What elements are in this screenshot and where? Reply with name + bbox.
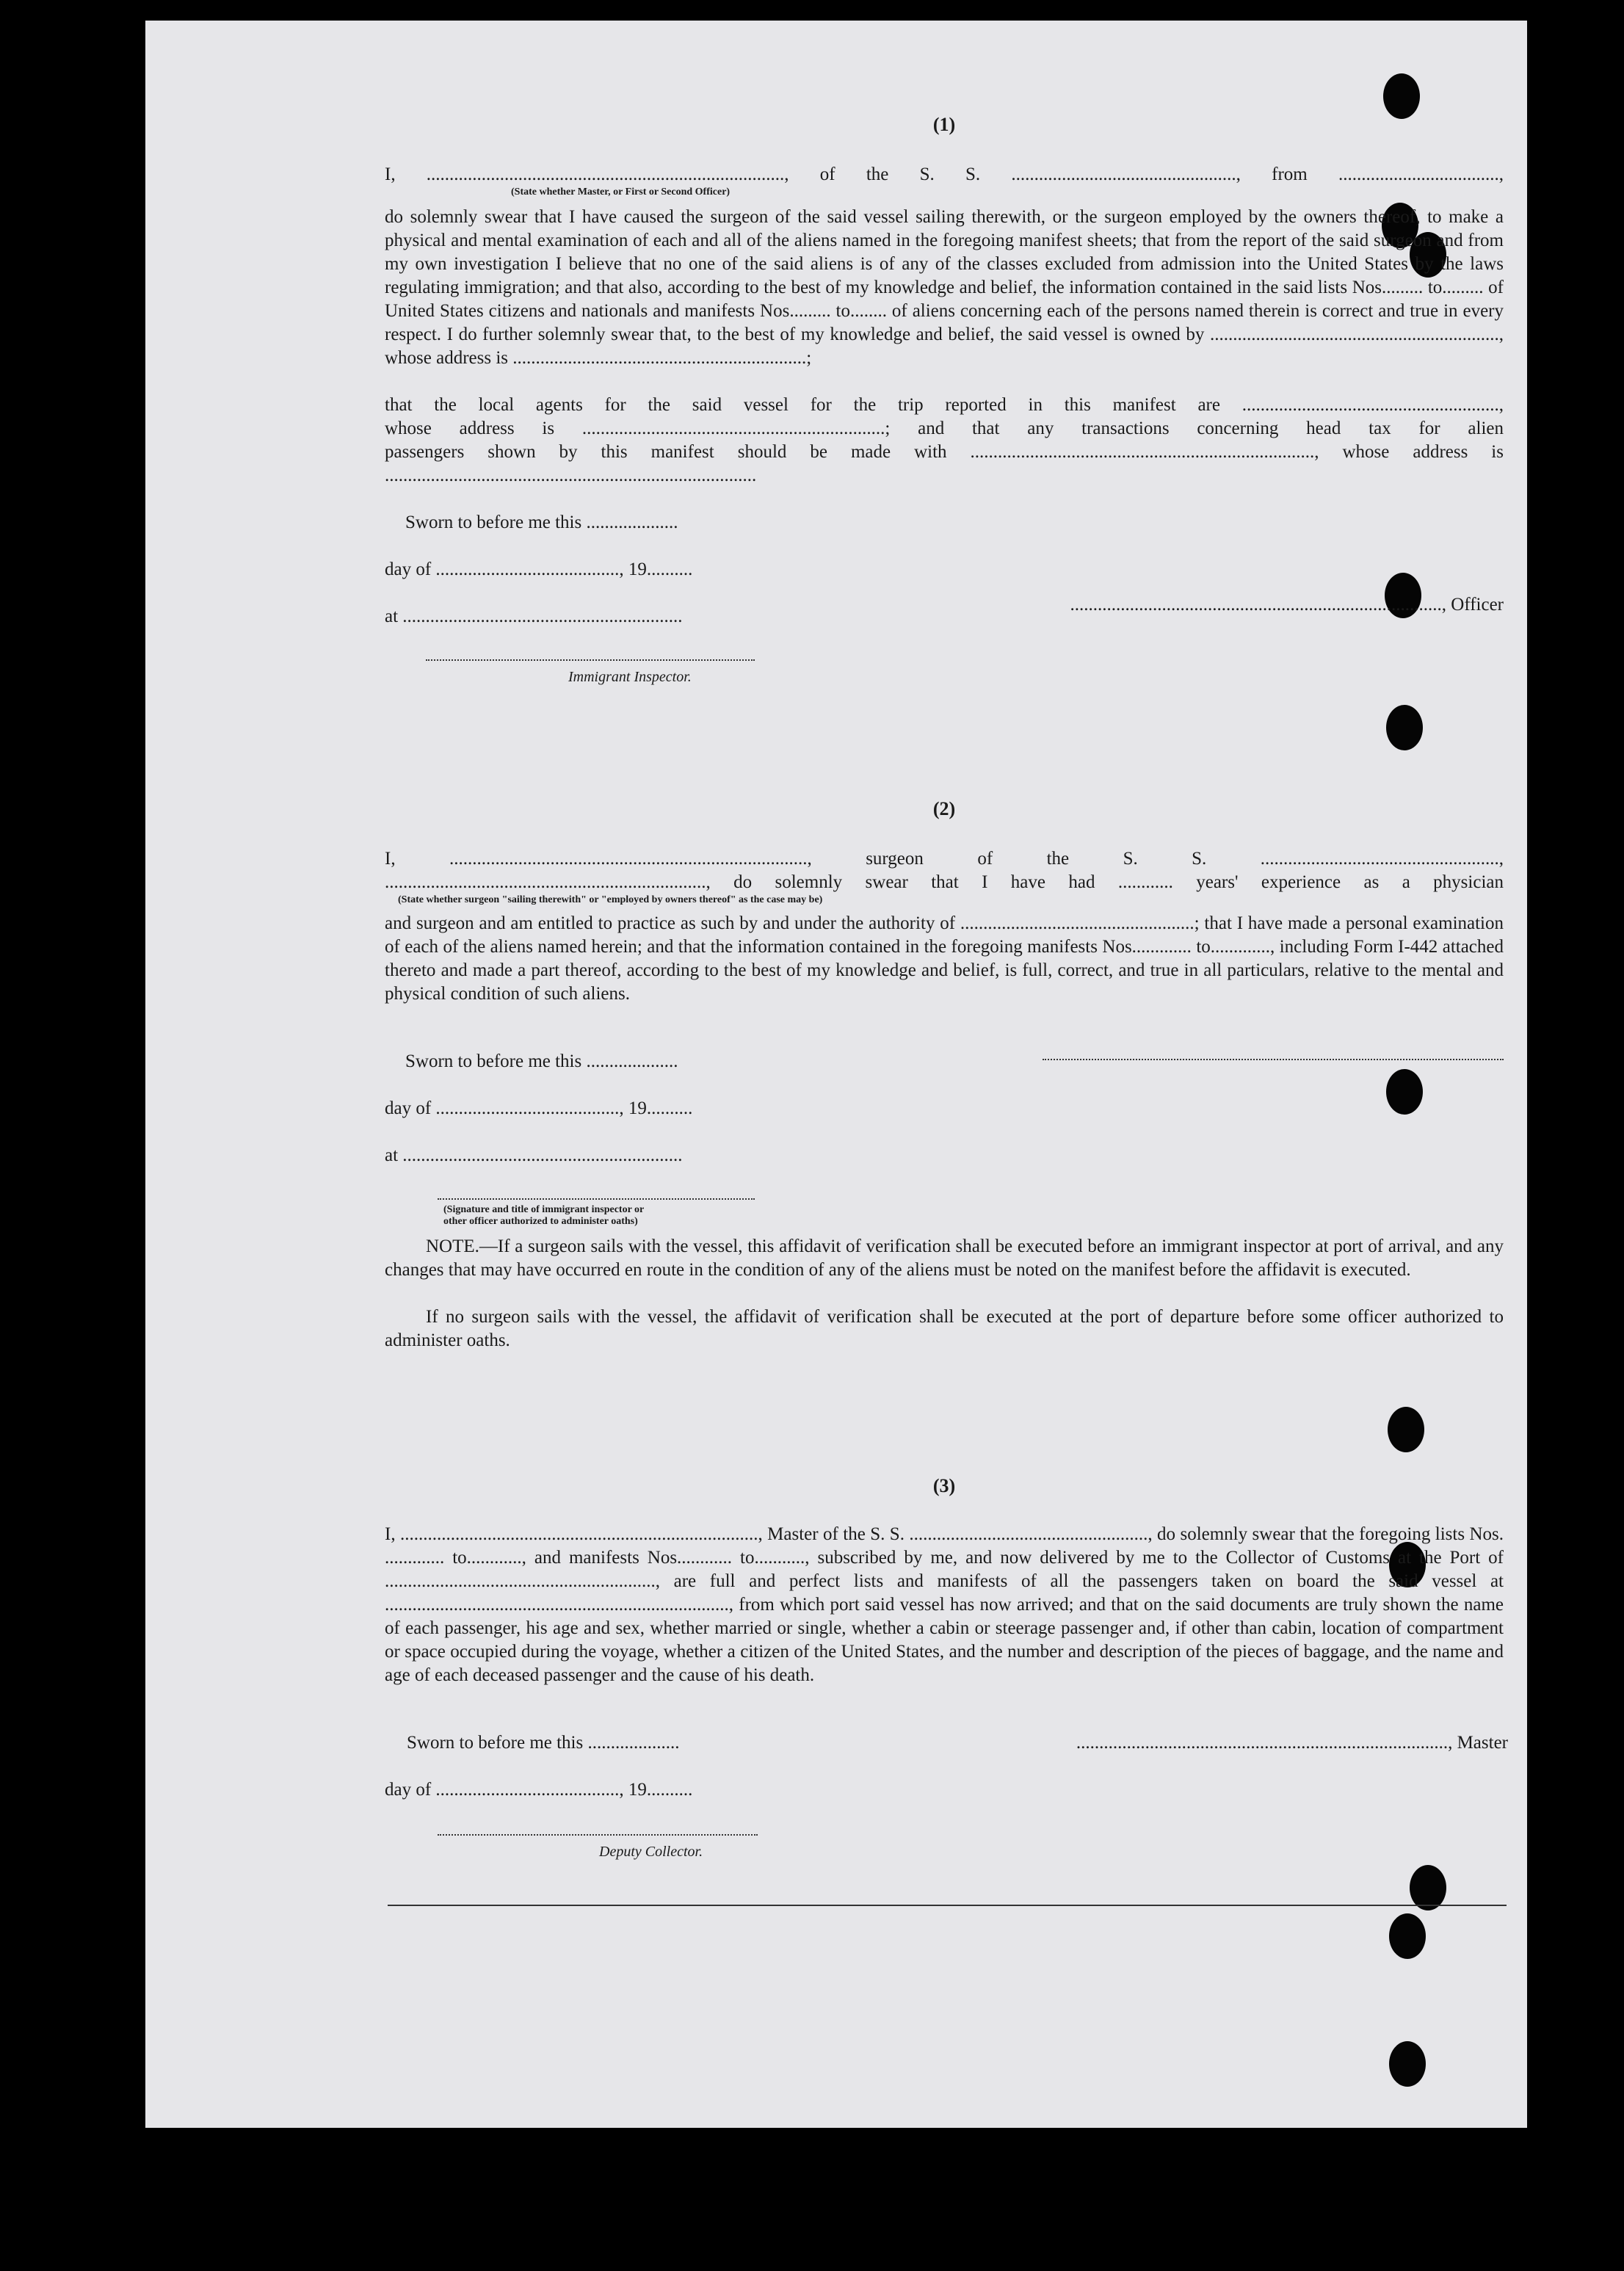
- punch-hole: [1389, 1913, 1426, 1959]
- section-2-note-2: If no surgeon sails with the vessel, the affidavit of verification shall be executed at the port of departure before some officer authorized to administer oaths.: [385, 1307, 1504, 1350]
- section-1-passengers-line: passengers shown by this manifest should be made with ..........................................................................., whose address is: [385, 442, 1504, 462]
- section-1-address-line: whose address is ..................................................................; and that any transactions concerning head tax for alien: [385, 419, 1504, 438]
- punch-hole: [1386, 1069, 1423, 1115]
- section-3-sworn-line: Sworn to before me this ....................: [407, 1733, 680, 1753]
- punch-hole: [1388, 1407, 1424, 1452]
- section-3-master-line: ................................................................................., Master: [1076, 1733, 1508, 1753]
- section-1-officer-line: ................................................................................., Officer: [1070, 595, 1504, 615]
- section-2-oath-paragraph: and surgeon and am entitled to practice as such by and under the authority of ...................................................; that I have made a personal examination of each of the aliens named herein; and that the information contained in the foregoing manifests Nos............. to............., including Form I-442 attached thereto and made a part thereof, according to the best of my knowledge and belief, is full, correct, and true in all particulars, relative to the mental and physical condition of such aliens.: [385, 913, 1504, 1004]
- section-1-rank-caption: (State whether Master, or First or Second Officer): [511, 186, 731, 198]
- section-1-sworn-line: Sworn to before me this ....................: [405, 512, 678, 532]
- section-1-day-line: day of ........................................, 19..........: [385, 559, 693, 579]
- section-2-day-line: day of ........................................, 19..........: [385, 1098, 693, 1118]
- section-1-oath-line: I, .............................................................................., of the S. S. ................................................., from ...................................,: [385, 164, 1504, 184]
- section-2-sworn-line: Sworn to before me this ....................: [405, 1051, 678, 1071]
- bottom-rule: [388, 1905, 1507, 1906]
- officer-signature-line: [438, 1198, 755, 1200]
- section-2-experience-line: ......................................................................, do solemnly swear that I have had ............ years' experience as a physician: [385, 872, 1504, 892]
- section-2-surgeon-caption: (State whether surgeon "sailing therewith" or "employed by owners thereof" as the case may be): [398, 894, 823, 905]
- section-1-heading: (1): [932, 114, 956, 135]
- deputy-signature-line: [438, 1834, 758, 1836]
- document-page: [145, 21, 1527, 2128]
- section-3-deputy-caption: Deputy Collector.: [599, 1844, 703, 1860]
- section-2-oath-line: I, .............................................................................., surgeon of the S. S. ....................................................,: [385, 849, 1504, 869]
- punch-hole: [1389, 2041, 1426, 2087]
- section-3-day-line: day of ........................................, 19..........: [385, 1780, 693, 1800]
- section-2-at-line: at .............................................................: [385, 1145, 683, 1165]
- section-1-agents-line: that the local agents for the said vessel for the trip reported in this manifest are ........................................................,: [385, 395, 1504, 415]
- punch-hole: [1410, 1865, 1446, 1910]
- punch-hole: [1386, 705, 1423, 750]
- section-2-signature-caption-1: (Signature and title of immigrant inspector or: [443, 1204, 645, 1215]
- section-3-heading: (3): [932, 1475, 956, 1496]
- section-1-at-line: at .............................................................: [385, 606, 683, 626]
- section-2-note-1: NOTE.—If a surgeon sails with the vessel, this affidavit of verification shall be executed before an immigrant inspector at port of arrival, and any changes that may have occurred en route in the condition of any of the aliens must be noted on the manifest before the affidavit is executed.: [385, 1236, 1504, 1280]
- section-2-signature-caption-2: other officer authorized to administer oaths): [443, 1216, 638, 1227]
- section-1-oath-paragraph: do solemnly swear that I have caused the surgeon of the said vessel sailing therewith, or the surgeon employed by the owners thereof, to make a physical and mental examination of each and all of the aliens named in the foregoing manifest sheets; that from the report of the said surgeon and from my own investigation I believe that no one of the said aliens is of any of the classes excluded from admission into the United States by the laws regulating immigration; and that also, according to the best of my knowledge and belief, the information contained in the said lists Nos......... to......... of United States citizens and nationals and manifests Nos......... to........ of aliens concerning each of the persons named therein is correct and true in every respect. I do further solemnly swear that, to the best of my knowledge and belief, the said vessel is owned by ..............................................................., whose address is ................................................................;: [385, 207, 1504, 368]
- inspector-signature-line: [426, 659, 755, 661]
- section-2-heading: (2): [932, 798, 956, 819]
- section-3-oath-paragraph: I, .............................................................................., Master of the S. S. ...................................................., do solemnly swear that the foregoing lists Nos. ............. to............, and manifests Nos............ to..........., subscribed by me, and now delivered by me to the Collector of Customs at the Port of ..........................................................., are full and perfect lists and manifests of all the passengers taken on board the said vessel at ..........................................................................., from which port said vessel has now arrived; and that on the said documents are truly shown the name of each passenger, his age and sex, whether married or single, whether a cabin or steerage passenger and, if other than cabin, location of compartment or space occupied during the voyage, whether a citizen of the United States, and the number and description of the pieces of baggage, and the name and age of each deceased passenger and the cause of his death.: [385, 1524, 1504, 1685]
- section-1-inspector-caption: Immigrant Inspector.: [568, 669, 692, 685]
- section-1-dots-line: .................................................................................: [385, 466, 757, 485]
- punch-hole: [1383, 73, 1420, 119]
- surgeon-signature-line: [1043, 1059, 1504, 1060]
